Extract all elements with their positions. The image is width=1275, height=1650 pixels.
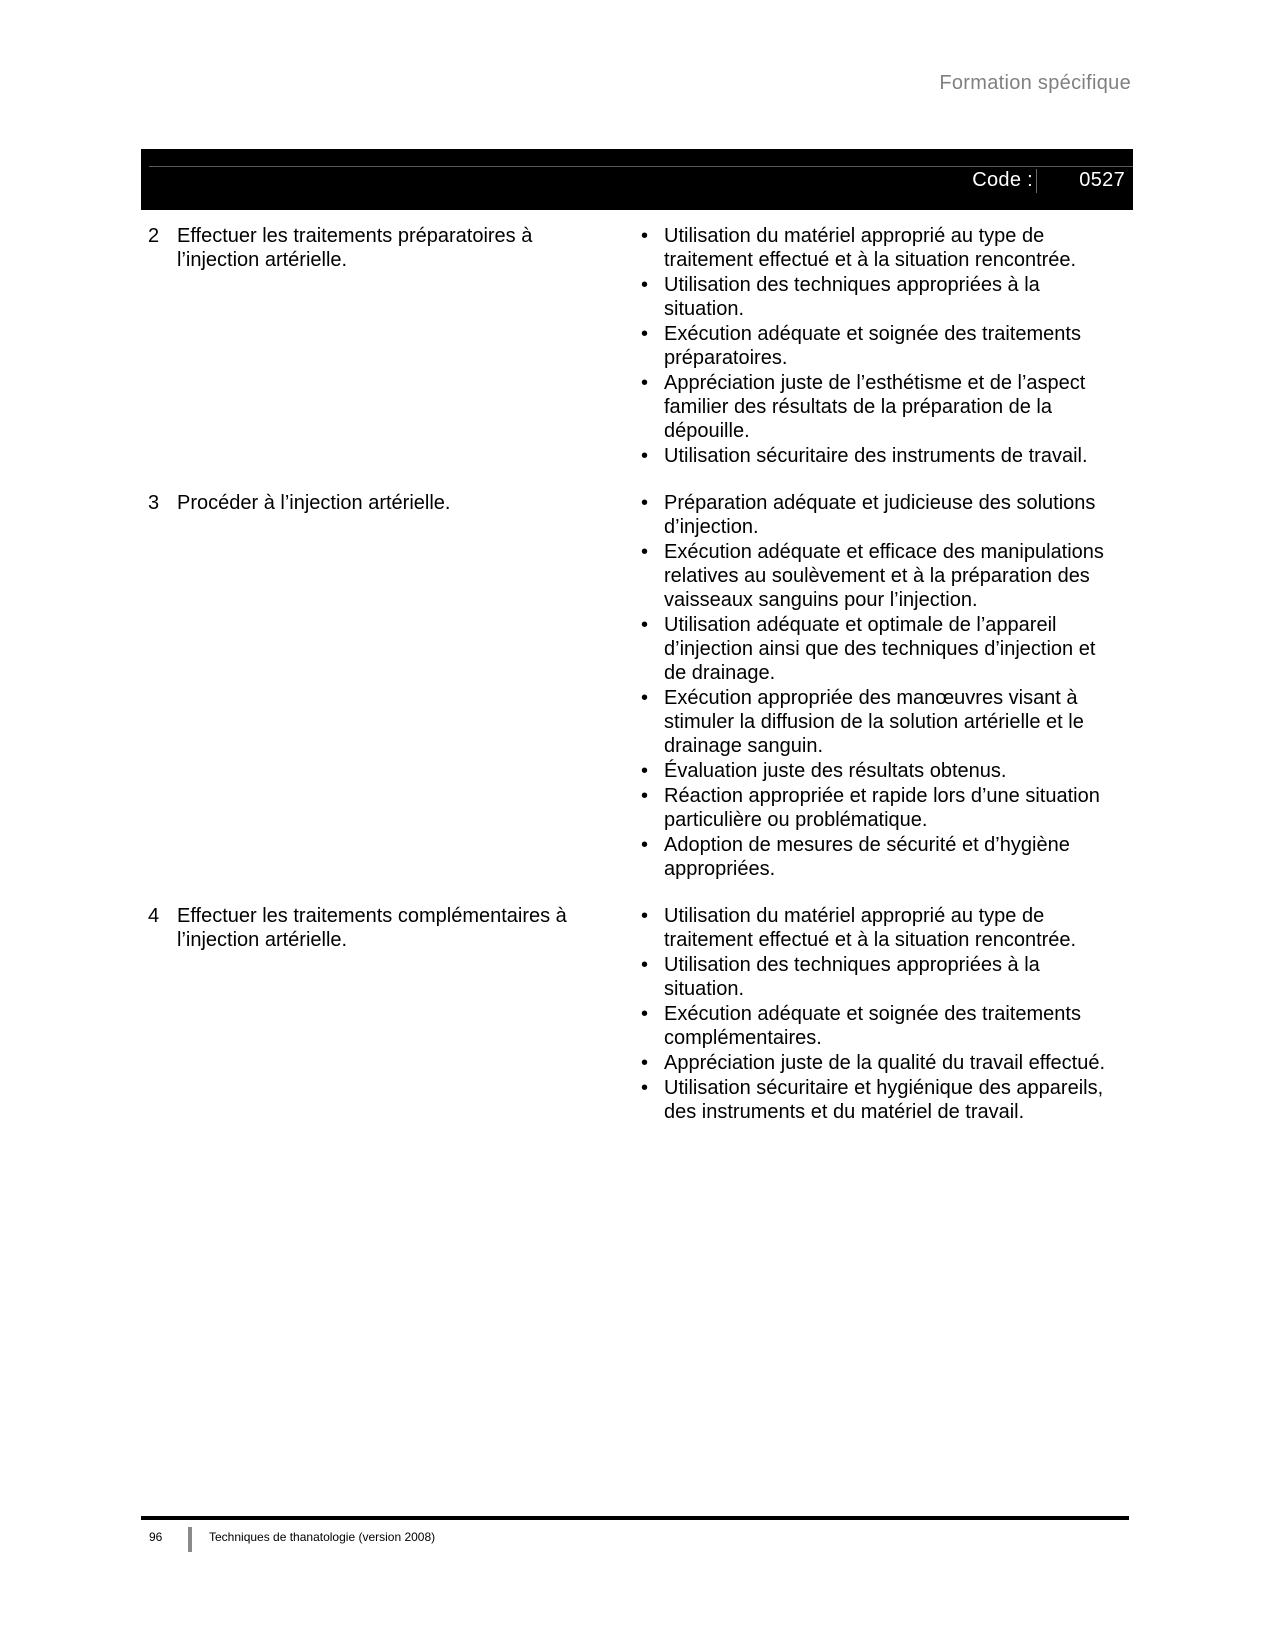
criterion-item: • Préparation adéquate et judicieuse des solutions d’injection. xyxy=(640,491,1120,539)
element-cell xyxy=(148,904,640,1125)
element-cell xyxy=(148,491,640,882)
criteria-list xyxy=(640,491,1120,882)
code-value: 0527 xyxy=(1079,169,1125,191)
footer-rule xyxy=(141,1516,1129,1520)
competency-table xyxy=(148,224,1133,1147)
criteria-list xyxy=(640,904,1120,1125)
element-text: Effectuer les traitements complémentaires à l’injection artérielle. xyxy=(177,905,567,951)
criterion-item: • Appréciation juste de la qualité du travail effectué. xyxy=(640,1051,1120,1075)
element-text: Effectuer les traitements préparatoires à l’injection artérielle. xyxy=(177,225,533,271)
criteria-list xyxy=(640,224,1120,469)
page-number: 96 xyxy=(149,1530,163,1544)
element-number: 3 xyxy=(148,492,160,514)
criterion-item: • Réaction appropriée et rapide lors d’une situation particulière ou problématique. xyxy=(640,784,1120,832)
criterion-item: • Évaluation juste des résultats obtenus. xyxy=(640,759,1120,783)
code-bar-rule xyxy=(149,166,1133,167)
criterion-item: • Utilisation sécuritaire et hygiénique des appareils, des instruments et du matériel de travail. xyxy=(640,1076,1120,1124)
criterion-item: • Utilisation adéquate et optimale de l’appareil d’injection ainsi que des techniques d’injection et de drainage. xyxy=(640,613,1120,685)
element-number: 2 xyxy=(148,225,160,247)
element-cell xyxy=(148,224,640,469)
criterion-item: • Appréciation juste de l’esthétisme et de l’aspect familier des résultats de la préparation de la dépouille. xyxy=(640,371,1120,443)
criterion-item: • Exécution adéquate et soignée des traitements complémentaires. xyxy=(640,1002,1120,1050)
code-separator xyxy=(1036,169,1037,193)
criterion-item: • Utilisation des techniques appropriées à la situation. xyxy=(640,273,1120,321)
competency-row xyxy=(148,224,1133,469)
code-bar xyxy=(141,149,1133,210)
footer-title: Techniques de thanatologie (version 2008) xyxy=(209,1530,436,1544)
criterion-item: • Exécution adéquate et soignée des traitements préparatoires. xyxy=(640,322,1120,370)
competency-row xyxy=(148,904,1133,1125)
code-label: Code : xyxy=(972,169,1033,191)
footer-separator xyxy=(188,1527,192,1552)
criterion-item: • Adoption de mesures de sécurité et d’hygiène appropriées. xyxy=(640,833,1120,881)
running-header: Formation spécifique xyxy=(939,72,1131,94)
element-text: Procéder à l’injection artérielle. xyxy=(177,492,451,514)
criterion-item: • Exécution appropriée des manœuvres visant à stimuler la diffusion de la solution artérielle et le drainage sanguin. xyxy=(640,686,1120,758)
criterion-item: • Utilisation sécuritaire des instruments de travail. xyxy=(640,444,1120,468)
criterion-item: • Utilisation du matériel approprié au type de traitement effectué et à la situation rencontrée. xyxy=(640,904,1120,952)
criterion-item: • Utilisation des techniques appropriées à la situation. xyxy=(640,953,1120,1001)
competency-row xyxy=(148,491,1133,882)
element-number: 4 xyxy=(148,905,160,927)
criterion-item: • Utilisation du matériel approprié au type de traitement effectué et à la situation rencontrée. xyxy=(640,224,1120,272)
criterion-item: • Exécution adéquate et efficace des manipulations relatives au soulèvement et à la préparation des vaisseaux sanguins pour l’injection. xyxy=(640,540,1120,612)
